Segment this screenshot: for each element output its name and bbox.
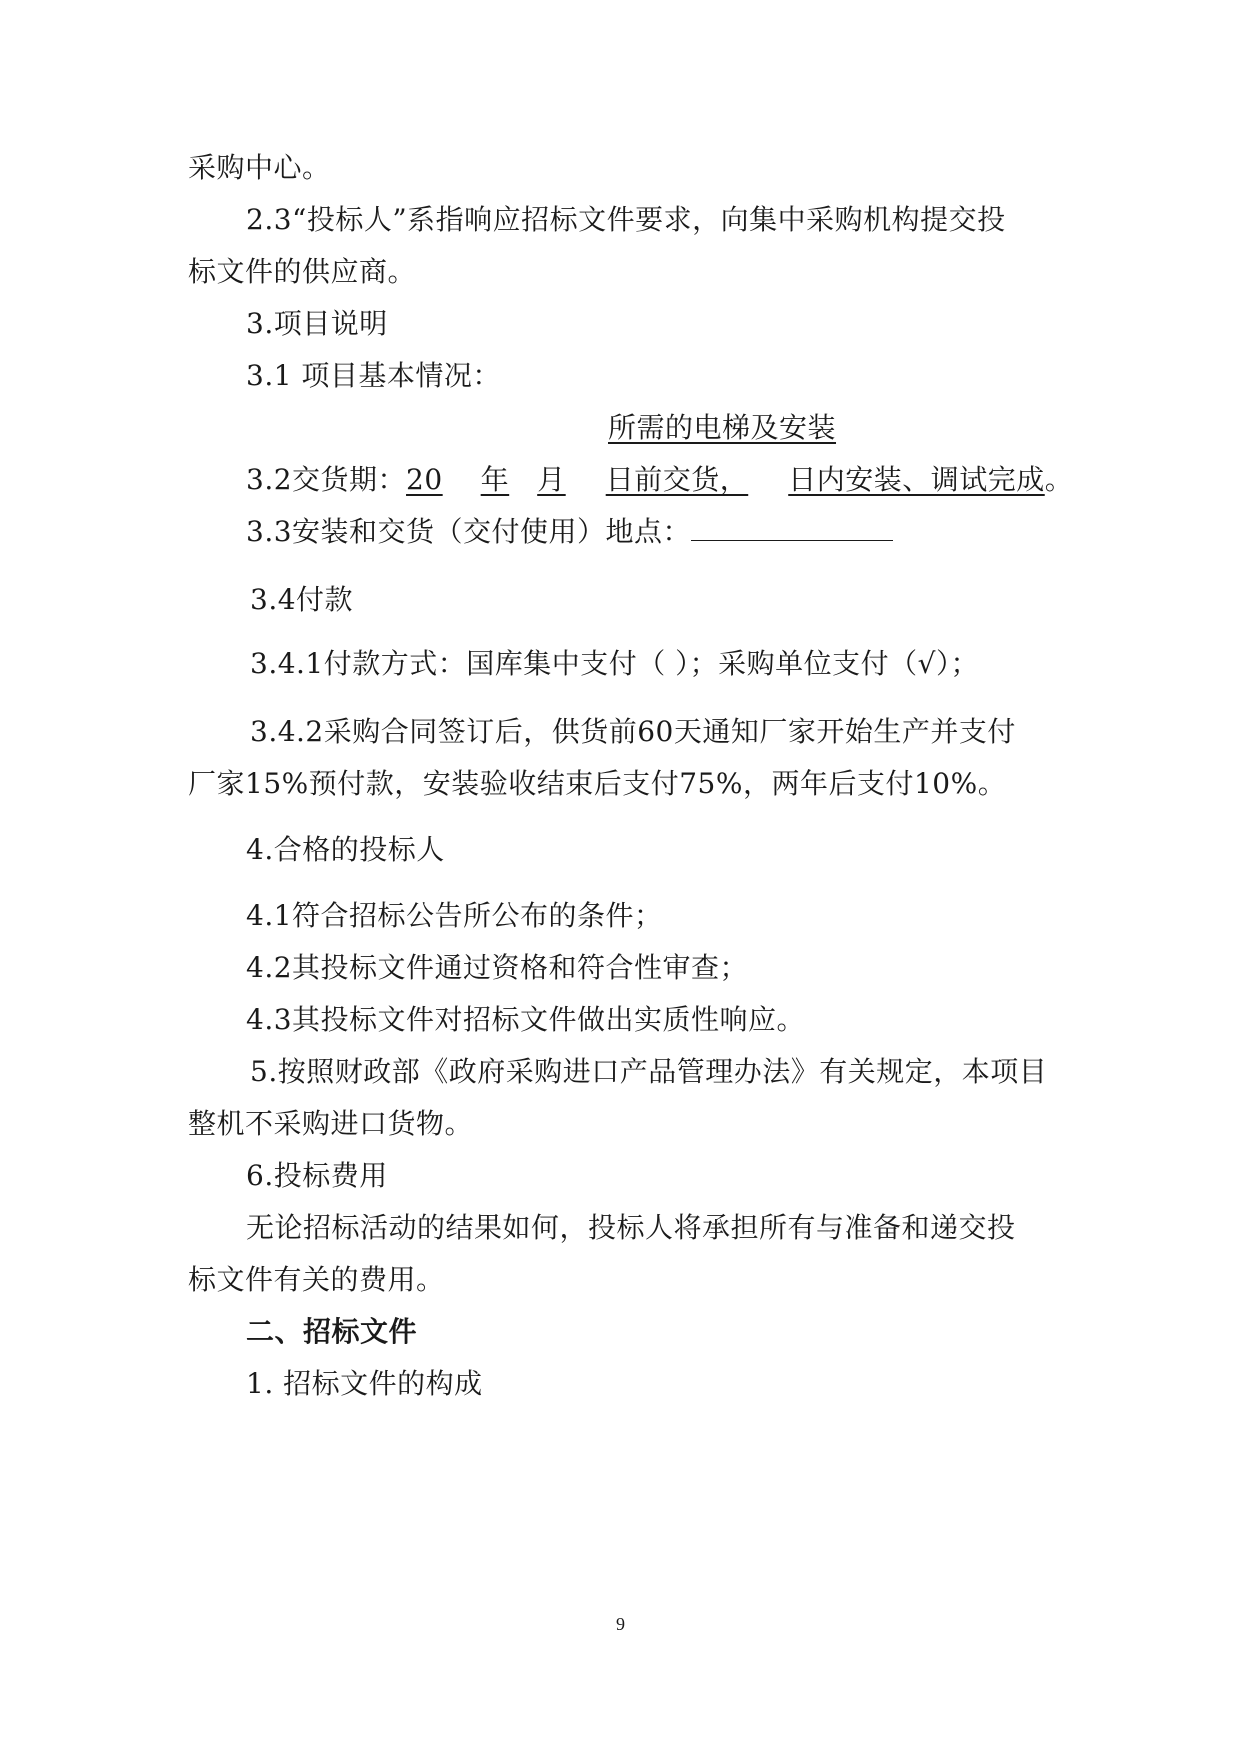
paragraph-line: 标文件的供应商。 <box>188 255 417 288</box>
paragraph-line: 4.1符合招标公告所公布的条件； <box>246 899 663 932</box>
delivery-fill <box>406 463 1045 496</box>
paragraph-line: 3.4.2采购合同签订后，供货前60天通知厂家开始生产并支付 <box>250 715 1016 748</box>
delivery-month-unit: 月 <box>537 463 566 496</box>
location-blank <box>691 516 893 541</box>
paragraph-line: 厂家15%预付款，安装验收结束后支付75%，两年后支付10%。 <box>188 767 1007 800</box>
paragraph-line: 标文件有关的费用。 <box>188 1263 445 1296</box>
section-heading: 1. 招标文件的构成 <box>246 1367 483 1400</box>
paragraph-line: 5.按照财政部《政府采购进口产品管理办法》有关规定，本项目 <box>250 1055 1048 1088</box>
delivery-day-before: 日前交货， <box>605 463 749 496</box>
delivery-year-unit: 年 <box>480 463 510 496</box>
delivery-install: 日内安装、调试完成 <box>788 463 1045 496</box>
page-number: 9 <box>616 1614 625 1634</box>
location-label: 3.3安装和交货（交付使用）地点： <box>246 515 692 548</box>
section-heading: 4.合格的投标人 <box>246 833 445 866</box>
delivery-end: 。 <box>1044 463 1074 496</box>
subsection-heading: 3.1 项目基本情况： <box>246 359 501 392</box>
delivery-label: 3.2交货期： <box>246 463 407 496</box>
paragraph-line: 整机不采购进口货物。 <box>188 1107 474 1140</box>
paragraph-line: 2.3“投标人”系指响应招标文件要求，向集中采购机构提交投 <box>246 203 1006 236</box>
project-description: 所需的电梯及安装 <box>608 411 837 444</box>
paragraph-line: 4.2其投标文件通过资格和符合性审查； <box>246 951 749 984</box>
paragraph-line: 采购中心。 <box>188 151 331 184</box>
paragraph-line: 无论招标活动的结果如何，投标人将承担所有与准备和递交投 <box>246 1211 1016 1244</box>
paragraph-line: 3.4.1付款方式：国库集中支付（ ）；采购单位支付（√）； <box>250 647 979 680</box>
paragraph-line: 4.3其投标文件对招标文件做出实质性响应。 <box>246 1003 806 1036</box>
chapter-heading: 二、招标文件 <box>246 1315 418 1348</box>
delivery-period-line <box>246 460 1073 500</box>
delivery-year: 20 <box>406 463 443 496</box>
section-heading: 6.投标费用 <box>246 1159 388 1192</box>
section-heading: 3.4付款 <box>250 583 354 616</box>
section-heading: 3.项目说明 <box>246 307 388 340</box>
location-line <box>246 512 893 552</box>
